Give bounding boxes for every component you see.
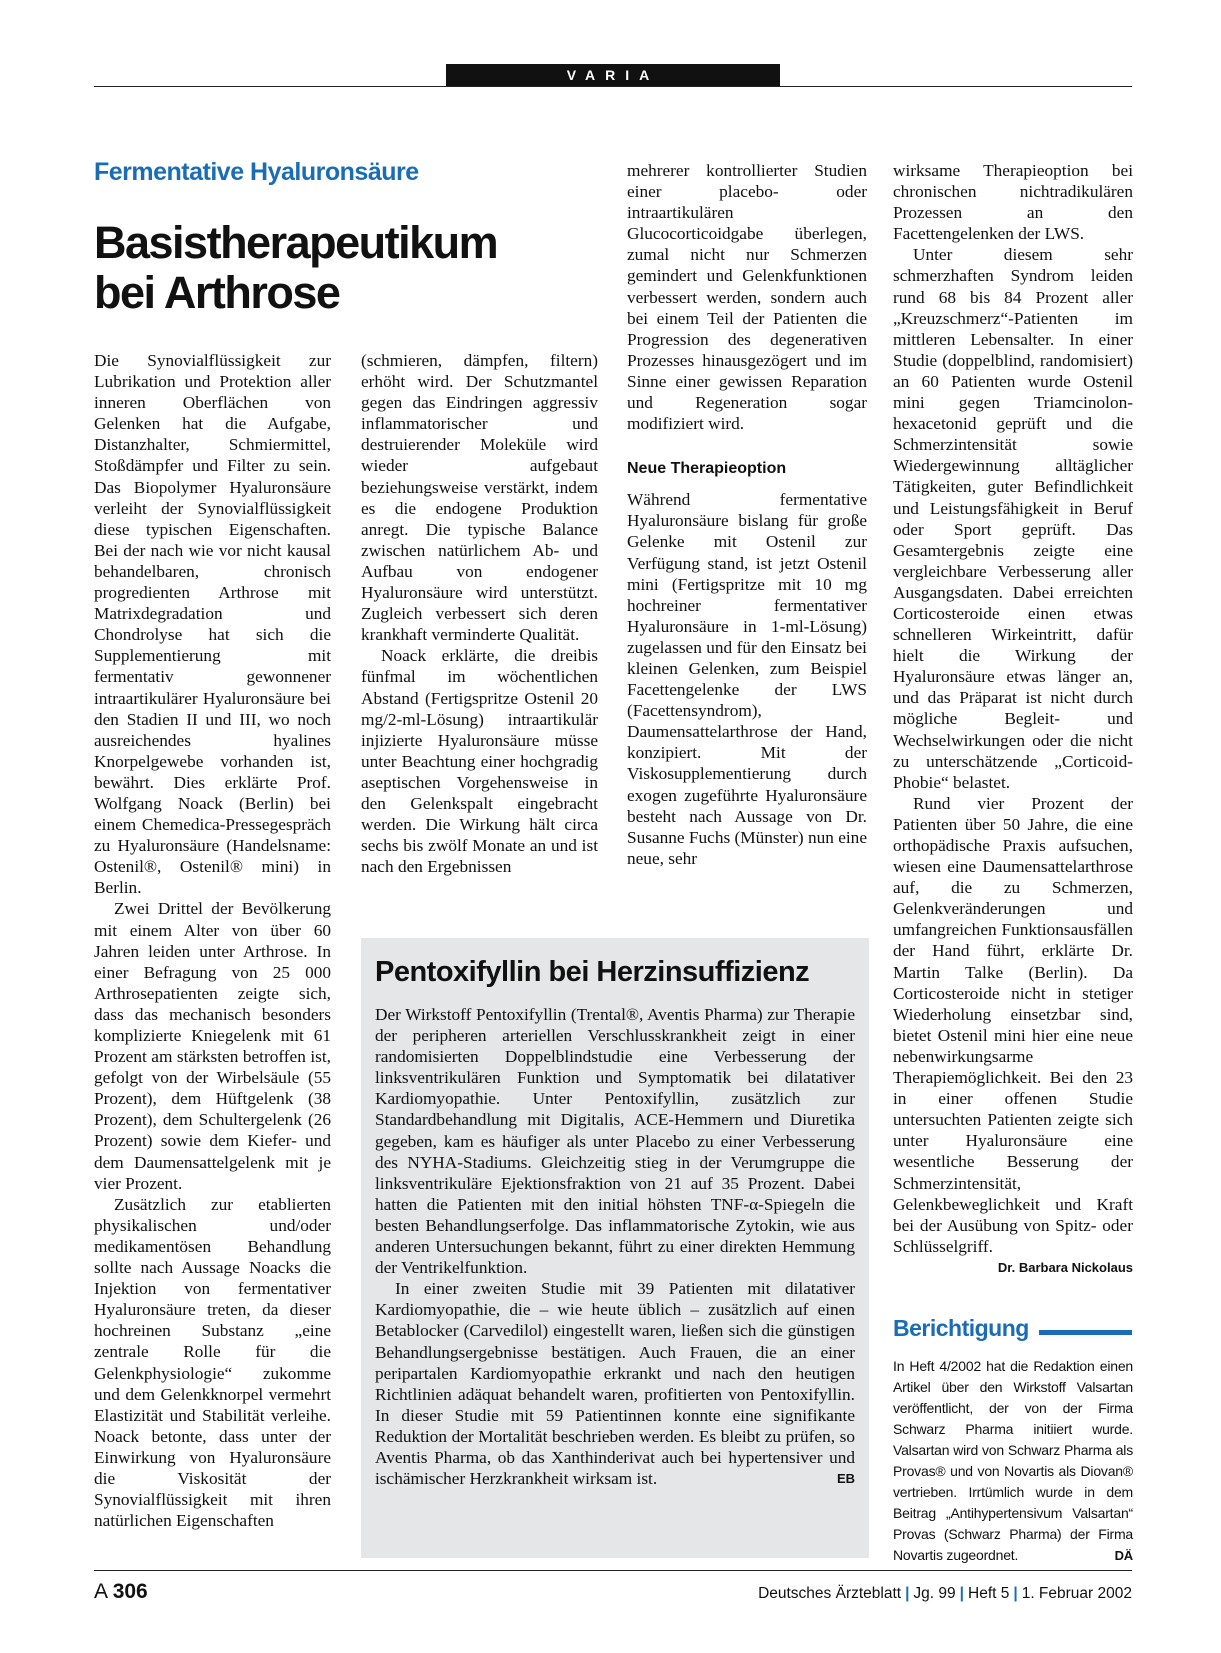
paragraph [893,793,1133,1275]
section-subhead: Neue Therapieoption [627,460,787,478]
box-text [375,1004,855,1489]
page-number-value: 306 [112,1580,148,1603]
journal-info: Deutsches Ärzteblatt | Jg. 99 | Heft 5 | 1. Februar 2002 [758,1585,1132,1602]
paragraph: Noack erklärte, die dreibis fünfmal im wöchentlichen Abstand (Fertigspritze Ostenil 20 mg/2-ml-Lösung) intraartikulär injizierte Hyaluronsäure müsse unter Beachtung einer hochgradig aseptischen Vorgehensweise in den Gelenkspalt eingebracht werden. Die Wirkung hält circa sechs bis zwölf Monate an und ist nach den Ergebnissen [361,646,598,877]
journal-date: 1. Februar 2002 [1021,1585,1132,1602]
title-line-2: bei Arthrose [94,267,340,318]
paragraph: Die Synovialflüssigkeit zur Lubrikation und Protektion aller inneren Oberflächen von Gelenken hat die Aufgabe, Distanzhalter, Schmiermittel, Stoßdämpfer und Filter zu sein. Das Biopolymer Hyaluronsäure verleiht der Synovialflüssigkeit diese typischen Eigenschaften. Bei der nach wie vor nicht kausal behandelbaren, chronisch progredienten Arthrose mit Matrixdegradation und Chondrolyse hat sich die Supplementierung mit fermentativ gewonnener intraartikulärer Hyaluronsäure bei den Stadien II und III, wo noch ausreichendes hyalines Knorpelgewebe vorhanden ist, bewährt. Dies erklärte Prof. Wolfgang Noack (Berlin) bei einem Chemedica-Pressegespräch zu Hyaluronsäure (Handelsname: Ostenil®, Ostenil® mini) in Berlin. [94,351,331,898]
box-signature: EB [836,1471,855,1487]
column-1 [94,350,331,1531]
paragraph: Der Wirkstoff Pentoxifyllin (Trental®, Aventis Pharma) zur Therapie der peripheren arteriellen Verschlusskrankheit zeigt in einer randomisierten Doppelblindstudie eine Verbesserung der linksventrikulären Funktion und Symptomatik bei dilatativer Kardiomyopathie. Unter Pentoxifyllin, zusätzlich zur Standardbehandlung mit Digitalis, ACE-Hemmern und Diuretika gegeben, kam es häufiger als unter Placebo zu einer Verbesserung des NYHA-Stadiums. Gleichzeitig stieg in der Verumgruppe die linksventrikuläre Ejektionsfraktion von 21 auf 35 Prozent. Dabei hatten die Patienten mit den initial höhsten TNF-α-Spiegeln die besten Behandlungserfolge. Das inflammatorische Zytokin, wie aus anderen Untersuchungen bekannt, führt zu einer direkten Hemmung der Ventrikelfunktion. [375,1005,855,1278]
footer-rule [94,1570,1132,1571]
correction-signature: DÄ [1114,1548,1133,1563]
paragraph-text: In einer zweiten Studie mit 39 Patienten mit dilatativer Kardiomyopathie, die – wie heute üblich – zusätzlich auf einen Betablocker (Carvedilol) eingestellt waren, ließen sich die günstigen Behandlungsergebnisse bestätigen. Auch Frauen, die an einer peripartalen Kardiomyopathie erkrankt und nach den heutigen Richtlinien adäquat behandelt waren, profitierten von Pentoxifyllin. In dieser Studie mit 59 Patientinnen konnte eine signifikante Reduktion der Mortalität beschrieben werden. Es bleibt zu prüfen, so Aventis Pharma, ob das Xanthinderivat auch bei hypertensiver und ischämischer Herzkrankheit wirksam ist. [375,1279,855,1489]
correction-title-bar [1039,1330,1132,1335]
section-label: VARIA [446,64,780,86]
author-byline: Dr. Barbara Nickolaus [997,1259,1133,1275]
column-4 [893,160,1133,1278]
box-title: Pentoxifyllin bei Herzinsuffizienz [375,956,810,988]
paragraph [375,1278,855,1489]
paragraph: Zusätzlich zur etablierten physikalischen und/oder medikamentösen Behandlung sollte nach Aussage Noacks die Injektion von fermentativer Hyaluronsäure treten, da dieser hochreinen Substanz „eine zentrale Rolle für die Gelenkphysiologie“ zukomme und dem Gelenkknorpel vermehrt Elastizität und Stabilität verleihe. Noack betonte, dass unter der Einwirkung von Hyaluronsäure die Viskosität der Synovialflüssigkeit mit ihren natürlichen Eigenschaften [94,1194,331,1531]
paragraph: Zwei Drittel der Bevölkerung mit einem Alter von über 60 Jahren leiden unter Arthrose. In einer Befragung von 25 000 Arthrosepatienten zeigte sich, dass das mechanisch besonders komplizierte Kniegelenk mit 61 Prozent am stärksten betroffen ist, gefolgt von der Wirbelsäule (55 Prozent), dem Hüftgelenk (38 Prozent), dem Schultergelenk (26 Prozent) sowie dem Kiefer- und dem Daumensattelgelenk mit je vier Prozent. [94,899,331,1193]
paragraph: Unter diesem sehr schmerzhaften Syndrom leiden rund 68 bis 84 Prozent aller „Kreuzschmerz“-Patienten im mittleren Lebensalter. In einer Studie (doppelblind, randomisiert) an 60 Patienten wurde Ostenil mini gegen Triamcinolon-hexacetonid geprüft und die Schmerzintensität sowie Wiedergewinnung alltäglicher Tätigkeiten, guter Befindlichkeit und Leistungsfähigkeit in Beruf oder Sport geprüft. Das Gesamtergebnis zeigte eine vergleichbare Verbesserung aller Ausgangsdaten. Dabei erreichten Corticosteroide einen etwas schnelleren Wirkeintritt, dafür hielt die Wirkung der Hyaluronsäure etwas länger an, und das Präparat ist nicht durch mögliche Begleit- und Wechselwirkungen oder die nicht zu unterschätzende „Corticoid-Phobie“ belastet. [893,245,1133,792]
page-prefix: A [94,1580,107,1603]
paragraph: Während fermentative Hyaluronsäure bislang für große Gelenke mit Ostenil zur Verfügung stand, ist jetzt Ostenil mini (Fertigspritze mit 10 mg hochreiner fermentativer Hyaluronsäure in 1-ml-Lösung) zugelassen und für den Einsatz bei kleinen Gelenken, zum Beispiel Facettengelenke der LWS (Facettensyndrom), Daumensattelarthrose der Hand, konzipiert. Mit der Viskosupplementierung durch exogen zugeführte Hyaluronsäure besteht nach Aussage von Dr. Susanne Fuchs (Münster) nun eine neue, sehr [627,490,867,868]
column-2 [361,350,598,877]
page-number [94,1580,148,1604]
correction-text [893,1356,1133,1566]
paragraph-text: Rund vier Prozent der Patienten über 50 Jahre, die eine orthopädische Praxis aufsuchen, wiesen eine Daumensattelarthrose auf, die zu Schmerzen, Gelenkveränderungen und umfangreichen Funktionsausfällen der Hand führt, erklärte Dr. Martin Talke (Berlin). Da Corticosteroide nicht in stetiger Wiederholung einsetzbar sind, bietet Ostenil mini hier eine neue nebenwirkungsarme Therapiemöglichkeit. Bei den 23 in einer offenen Studie untersuchten Patienten zeigte sich unter Hyaluronsäure eine wesentliche Besserung der Schmerzintensität, Gelenkbeweglichkeit und Kraft bei der Ausübung von Spitz- oder Schlüsselgriff. [893,793,1133,1256]
article-kicker: Fermentative Hyaluronsäure [94,158,419,186]
journal-name: Deutsches Ärzteblatt [758,1585,902,1602]
correction-title: Berichtigung [893,1315,1029,1341]
correction-body: In Heft 4/2002 hat die Redaktion einen Artikel über den Wirkstoff Valsartan veröffentlicht, der von der Firma Schwarz Pharma initiiert wurde. Valsartan wird von Schwarz Pharma als Provas® und von Novartis als Diovan® vertrieben. Irrtümlich wurde in dem Beitrag „Antihypertensivum Valsartan“ Provas (Schwarz Pharma) der Firma Novartis zugeordnet. [893,1358,1133,1563]
title-line-1: Basistherapeutikum [94,217,498,268]
paragraph: mehrerer kontrollierter Studien einer placebo- oder intraartikulären Glucocorticoidgabe überlegen, zumal nicht nur Schmerzen gemindert und Gelenkfunktionen verbessert werden, sondern auch bei einem Teil der Patienten die Progression des degenerativen Prozesses hinausgezögert und im Sinne einer gewissen Reparation und Regeneration sogar modifiziert wird. [627,161,867,434]
paragraph: wirksame Therapieoption bei chronischen nichtradikulären Prozessen an den Facettengelenken der LWS. [893,161,1133,244]
info-box [361,938,869,1558]
journal-volume: Jg. 99 [913,1585,956,1602]
header-rule [94,86,1132,87]
article-title [94,218,497,318]
paragraph: (schmieren, dämpfen, filtern) erhöht wird. Der Schutzmantel gegen das Eindringen aggressiv inflammatorischer und destruierender Moleküle wird wieder aufgebaut beziehungsweise verstärkt, indem es die endogene Produktion anregt. Die typische Balance zwischen natürlichem Ab- und Aufbau von endogener Hyaluronsäure wird unterstützt. Zugleich verbessert sich deren krankhaft verminderte Qualität. [361,351,598,645]
column-3 [627,160,867,869]
journal-issue: Heft 5 [968,1585,1010,1602]
